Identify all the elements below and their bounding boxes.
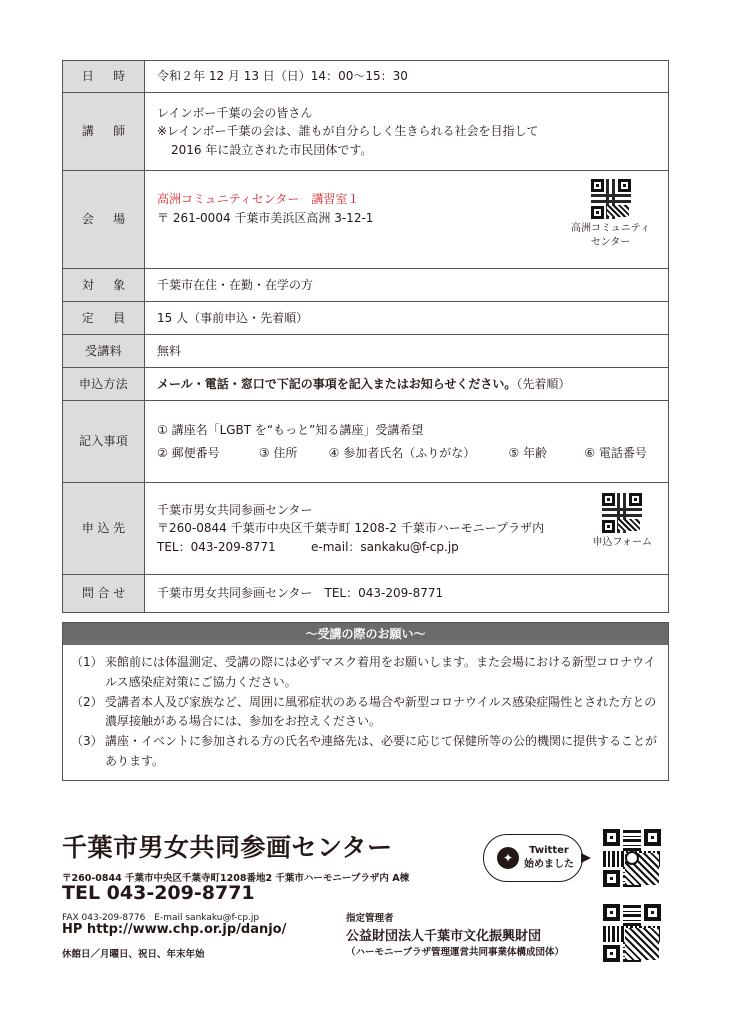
center-address: 〒260-0844 千葉市中央区千葉寺町1208番地2 千葉市ハーモニープラザ内 A棟: [62, 873, 410, 884]
method-note: （先着順）: [516, 376, 571, 391]
row-entry: [63, 401, 669, 483]
value-method: [145, 368, 669, 401]
row-lecturer: [63, 93, 669, 171]
label-apply-to: 申込先: [63, 483, 145, 575]
venue-qr-code[interactable]: [591, 179, 631, 219]
apply-email[interactable]: e-mail：sankaku@f-cp.jp: [311, 539, 459, 554]
venue-address: 〒 261-0004 千葉市美浜区高洲 3-12-1: [157, 210, 374, 225]
venue-qr-caption-1: 高洲コミュニティ: [571, 223, 650, 234]
row-method: [63, 368, 669, 401]
lecturer-note-cont: 2016 年に設立された市民団体です。: [171, 142, 373, 157]
row-venue: [63, 171, 669, 269]
row-inquiry: [63, 575, 669, 613]
apply-qr[interactable]: [593, 493, 653, 550]
value-date: 令和２年 12 月 13 日（日）14：00〜15：30: [145, 61, 669, 93]
notice-num-1: （1）: [71, 655, 103, 669]
center-homepage[interactable]: HP http://www.chp.or.jp/danjo/: [62, 922, 287, 937]
entry-item-5: ⑤ 年齢: [508, 445, 548, 460]
row-fee: [63, 335, 669, 368]
label-method: 申込方法: [63, 368, 145, 401]
value-venue: [145, 171, 669, 269]
apply-qr-code[interactable]: [602, 493, 642, 533]
notice-list: [63, 645, 668, 780]
center-tel: TEL 043-209-8771: [62, 882, 255, 904]
twitter-started: 始めました: [524, 858, 574, 870]
entry-item-1: ① 講座名「LGBT を“もっと”知る講座」受講希望: [157, 422, 424, 437]
manager-sub: （ハーモニープラザ管理運営共同事業体構成団体）: [346, 947, 565, 958]
method-text: メール・電話・窓口で下記の事項を記入またはお知らせください。: [157, 376, 517, 391]
notice-title: 〜受講の際のお願い〜: [63, 623, 668, 645]
notice-item: [71, 653, 658, 693]
venue-qr[interactable]: [571, 179, 650, 249]
label-target: 対 象: [63, 269, 145, 302]
lecturer-name: レインボー千葉の会の皆さん: [157, 105, 313, 120]
lecturer-note: ※レインボー千葉の会は、誰もが自分らしく生きられる社会を目指して: [157, 124, 539, 139]
apply-org: 千葉市男女共同参画センター: [157, 502, 313, 517]
notice-item: [71, 732, 658, 772]
label-entry: 記入事項: [63, 401, 145, 483]
value-inquiry: 千葉市男女共同参画センター TEL：043-209-8771: [145, 575, 669, 613]
website-qr-code[interactable]: [603, 904, 661, 962]
notice-box: [62, 622, 669, 781]
apply-tel: TEL：043-209-8771: [157, 539, 276, 554]
row-capacity: [63, 302, 669, 335]
venue-qr-caption-2: センター: [590, 236, 631, 248]
twitter-label: Twitter: [529, 845, 569, 856]
notice-num-2: （2）: [71, 694, 103, 709]
apply-contact: [157, 538, 656, 557]
value-apply-to: [145, 483, 669, 575]
twitter-icon: ✦: [497, 847, 519, 869]
value-lecturer: [145, 93, 669, 171]
entry-item-3: ③ 住所: [258, 445, 298, 460]
notice-item: [71, 693, 658, 733]
label-fee: 受講料: [63, 335, 145, 368]
event-info-table: [62, 60, 669, 613]
notice-num-3: （3）: [71, 734, 103, 749]
twitter-badge[interactable]: [483, 834, 583, 882]
entry-item-4: ④ 参加者氏名（ふりがな）: [328, 445, 476, 460]
value-fee: 無料: [145, 335, 669, 368]
venue-name: 高洲コミュニティセンター 講習室１: [157, 191, 360, 206]
twitter-text: [524, 844, 574, 871]
center-closed-days: 休館日／月曜日、祝日、年末年始: [62, 949, 205, 960]
center-name: 千葉市男女共同参画センター: [62, 833, 393, 862]
label-capacity: 定 員: [63, 302, 145, 335]
entry-item-2: ② 郵便番号: [157, 445, 220, 460]
notice-text-1: 来館前には体温測定、受講の際には必ずマスク着用をお願いします。また会場における新型コロナウイルス感染症対策にご協力ください。: [105, 655, 656, 689]
label-date: 日 時: [63, 61, 145, 93]
entry-items: [157, 444, 656, 463]
manager-name: 公益財団法人千葉市文化振興財団: [346, 929, 542, 944]
row-date: [63, 61, 669, 93]
row-apply-to: [63, 483, 669, 575]
entry-item-6: ⑥ 電話番号: [584, 445, 647, 460]
value-capacity: 15 人（事前申込・先着順）: [145, 302, 669, 335]
label-venue: 会 場: [63, 171, 145, 269]
manager-label: 指定管理者: [346, 913, 394, 924]
row-target: [63, 269, 669, 302]
label-lecturer: 講 師: [63, 93, 145, 171]
apply-address: 〒260-0844 千葉市中央区千葉寺町 1208-2 千葉市ハーモニープラザ内: [157, 521, 545, 536]
value-entry: [145, 401, 669, 483]
notice-text-2: 受講者本人及び家族など、周囲に風邪症状のある場合や新型コロナウイルス感染症陽性とされた方との濃厚接触がある場合には、参加をお控えください。: [105, 694, 657, 729]
label-inquiry: 問合せ: [63, 575, 145, 613]
twitter-qr-code[interactable]: [603, 829, 661, 887]
center-fax-email: FAX 043-209-8776 E-mail sankaku@f-cp.jp: [62, 913, 260, 923]
apply-qr-caption: 申込フォーム: [592, 537, 652, 548]
value-target: 千葉市在住・在勤・在学の方: [145, 269, 669, 302]
notice-text-3: 講座・イベントに参加される方の氏名や連絡先は、必要に応じて保健所等の公的機関に提供することがあります。: [105, 734, 658, 768]
